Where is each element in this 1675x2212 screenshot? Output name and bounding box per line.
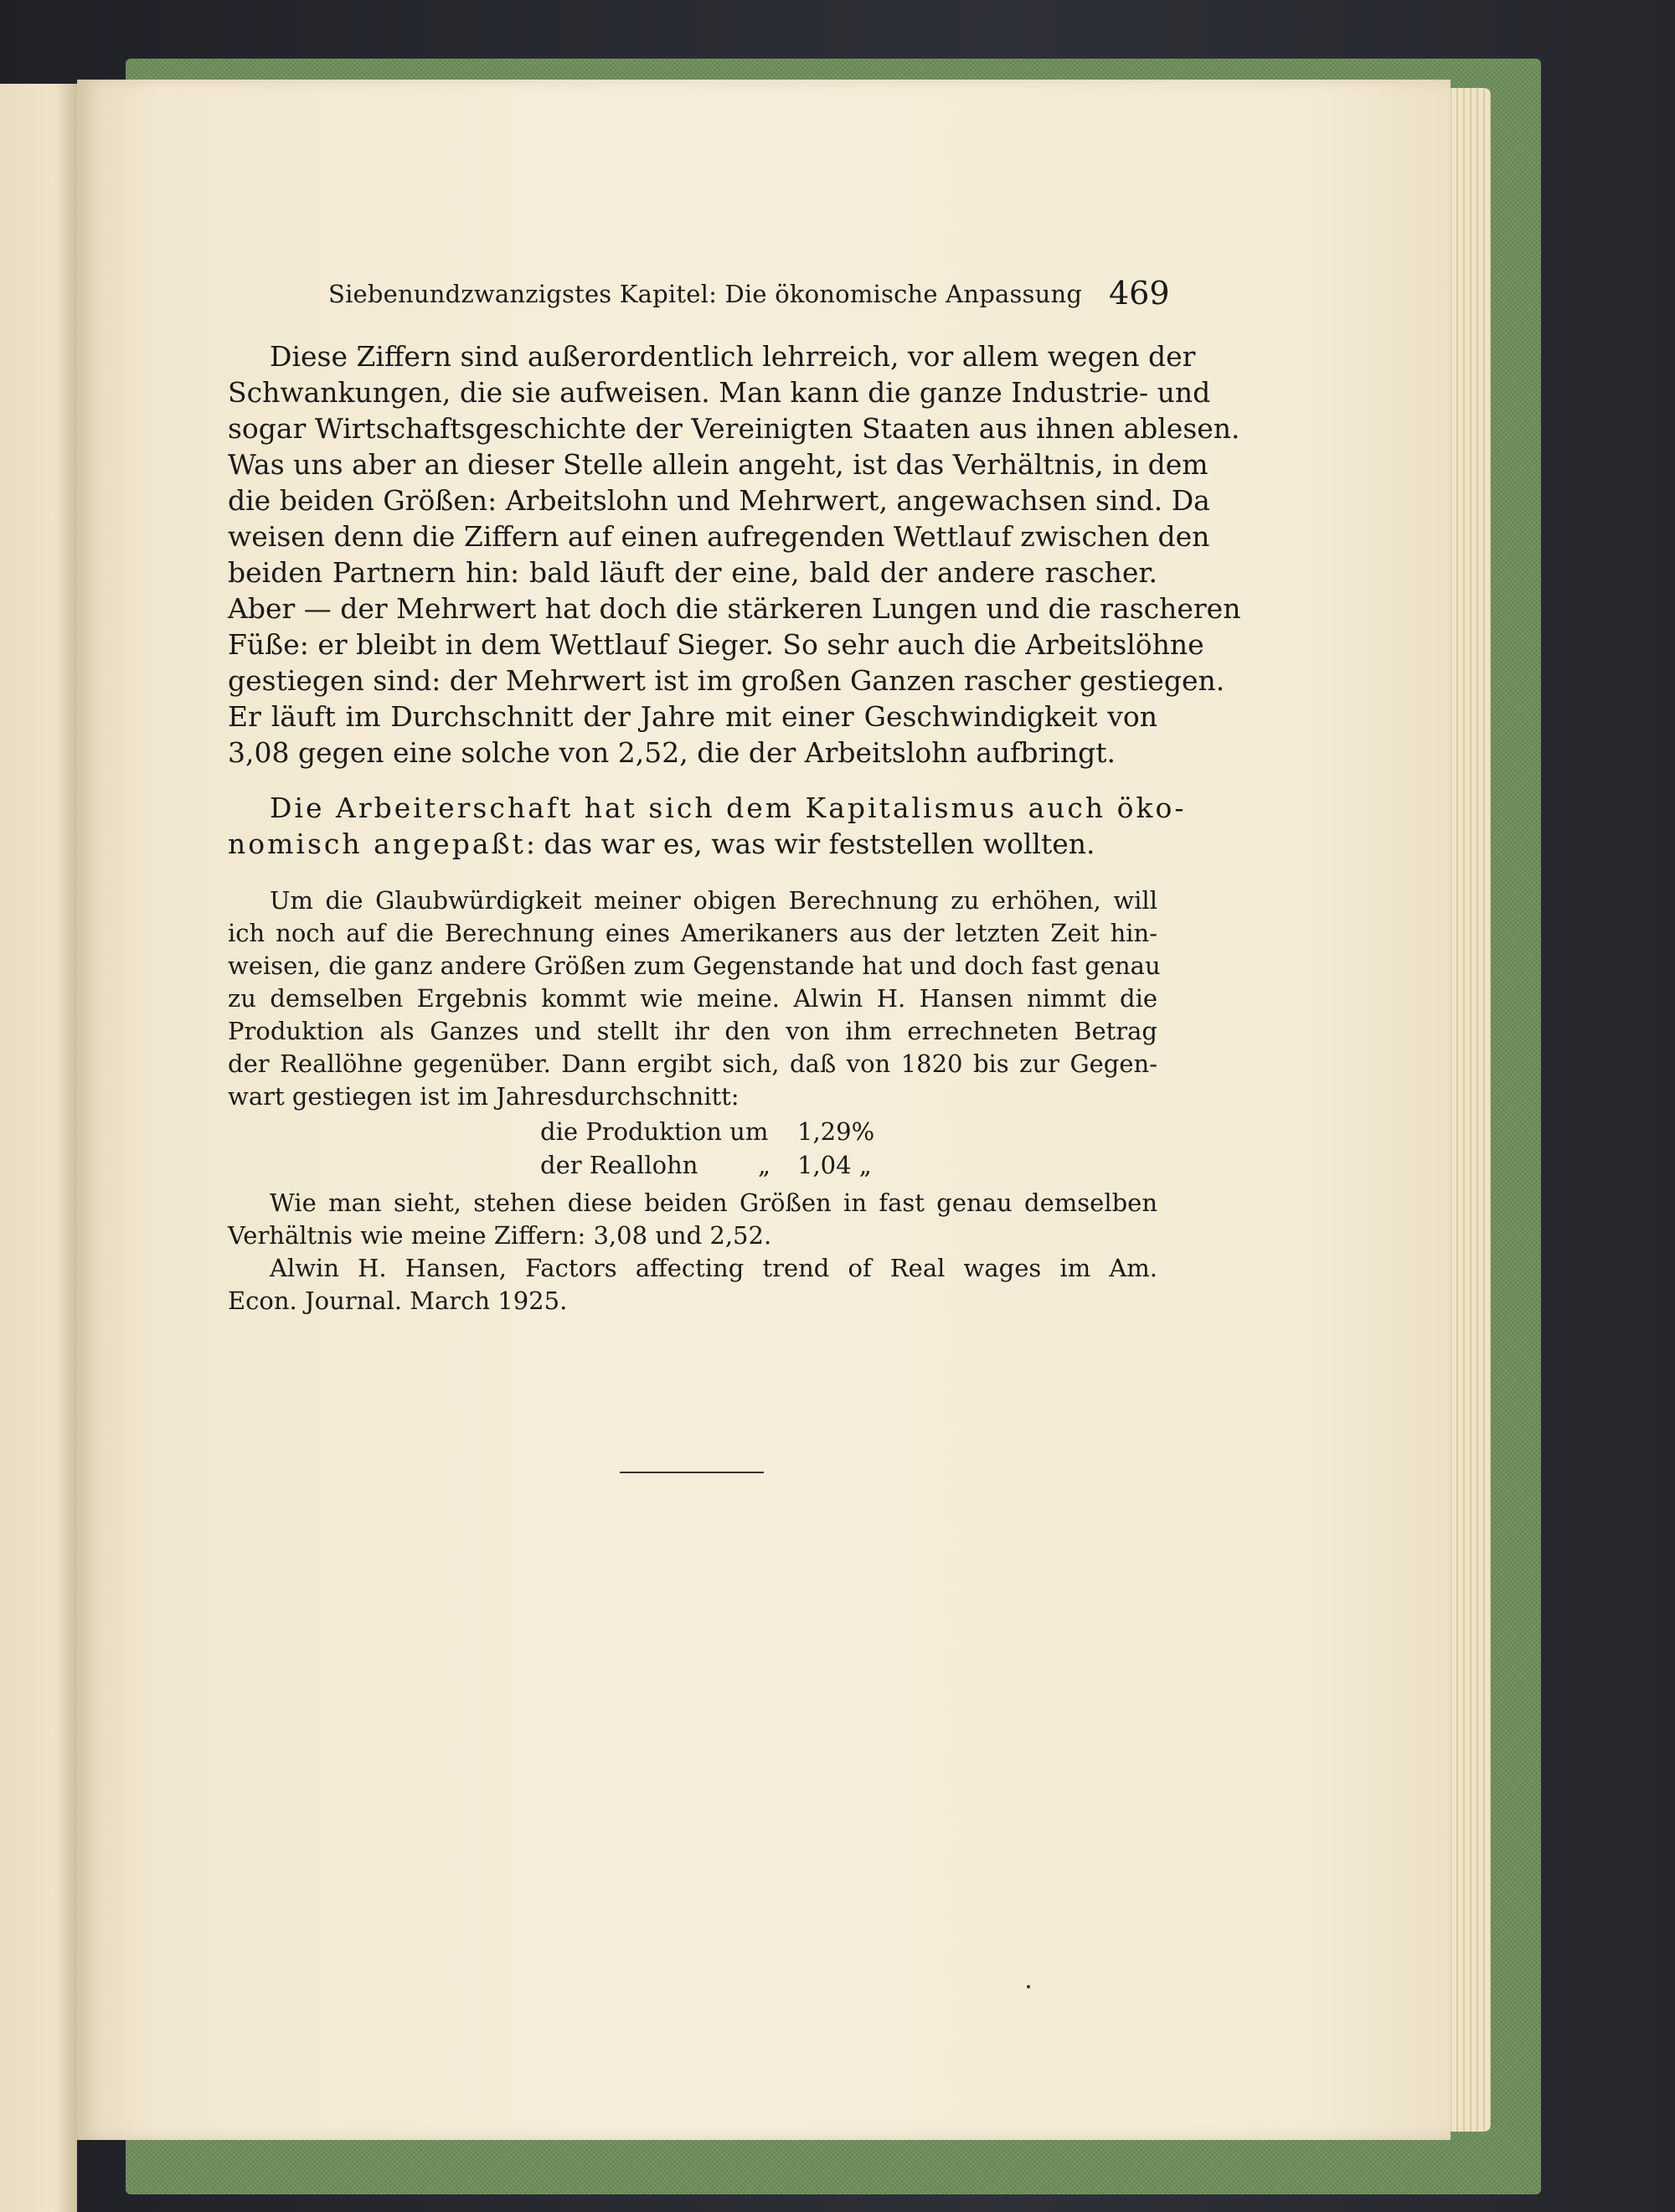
- footnote-citation: Alwin H. Hansen, Factors affecting trend of Real wages im Am.: [270, 1254, 1157, 1282]
- footnote-line: zu demselben Ergebnis kommt wie meine. Alwin H. Hansen nimmt die: [228, 984, 1157, 1013]
- text-line: Aber — der Mehrwert hat doch die stärkeren Lungen und die rascheren: [228, 592, 1241, 625]
- text-line: Was uns aber an dieser Stelle allein angeht, ist das Verhältnis, in dem: [228, 448, 1209, 481]
- text-line: Schwankungen, die sie aufweisen. Man kann die ganze Industrie- und: [228, 376, 1211, 409]
- footnote-line: Um die Glaubwürdigkeit meiner obigen Berechnung zu erhöhen, will: [270, 886, 1157, 915]
- footnote-line: der Reallöhne gegenüber. Dann ergibt sich, daß von 1820 bis zur Gegen-: [228, 1049, 1157, 1078]
- footnote-line: ich noch auf die Berechnung eines Amerikaners aus der letzten Zeit hin-: [228, 919, 1157, 947]
- footnote-line: Produktion als Ganzes und stellt ihr den von ihm errechneten Betrag: [228, 1017, 1157, 1045]
- text-line: weisen denn die Ziffern auf einen aufregenden Wettlauf zwischen den: [228, 520, 1210, 553]
- text-line: beiden Partnern hin: bald läuft der eine, bald der andere rascher.: [228, 556, 1157, 589]
- footnote-line: Wie man sieht, stehen diese beiden Größen in fast genau demselben: [270, 1188, 1157, 1217]
- table-value: 1,04 „: [797, 1151, 872, 1179]
- text-line: Diese Ziffern sind außerordentlich lehrreich, vor allem wegen der: [270, 340, 1196, 373]
- section-end-rule: [620, 1472, 764, 1473]
- table-label: die Produktion um: [540, 1117, 769, 1146]
- footnote-line: Verhältnis wie meine Ziffern: 3,08 und 2,52.: [228, 1221, 772, 1250]
- paper-speck: [1027, 1985, 1030, 1988]
- emphasis-line: Die Arbeiterschaft hat sich dem Kapitalismus auch öko-: [270, 791, 1187, 824]
- footnote-line: wart gestiegen ist im Jahresdurchschnitt:: [228, 1082, 740, 1111]
- table-label: der Reallohn: [540, 1151, 698, 1179]
- footnote-line: weisen, die ganz andere Größen zum Gegenstande hat und doch fast genau: [228, 951, 1161, 980]
- page-number: 469: [1109, 275, 1170, 312]
- text-line: 3,08 gegen eine solche von 2,52, die der Arbeitslohn aufbringt.: [228, 736, 1116, 769]
- phrase-rest: : das war es, was wir feststellen wollten.: [525, 828, 1095, 860]
- spaced-phrase: nomisch angepaßt: [228, 828, 526, 860]
- running-header: Siebenundzwanzigstes Kapitel: Die ökonomische Anpassung: [328, 280, 1083, 308]
- text-line: Er läuft im Durchschnitt der Jahre mit einer Geschwindigkeit von: [228, 700, 1157, 733]
- text-line: Füße: er bleibt in dem Wettlauf Sieger. So sehr auch die Arbeitslöhne: [228, 628, 1204, 661]
- table-ditto: „: [758, 1151, 771, 1179]
- emphasis-line-2: [228, 828, 1157, 860]
- table-value: 1,29%: [797, 1117, 875, 1146]
- text-line: die beiden Größen: Arbeitslohn und Mehrwert, angewachsen sind. Da: [228, 484, 1210, 517]
- footnote-citation: Econ. Journal. March 1925.: [228, 1286, 568, 1315]
- text-line: gestiegen sind: der Mehrwert ist im großen Ganzen rascher gestiegen.: [228, 664, 1225, 697]
- text-line: sogar Wirtschaftsgeschichte der Vereinigten Staaten aus ihnen ablesen.: [228, 412, 1240, 445]
